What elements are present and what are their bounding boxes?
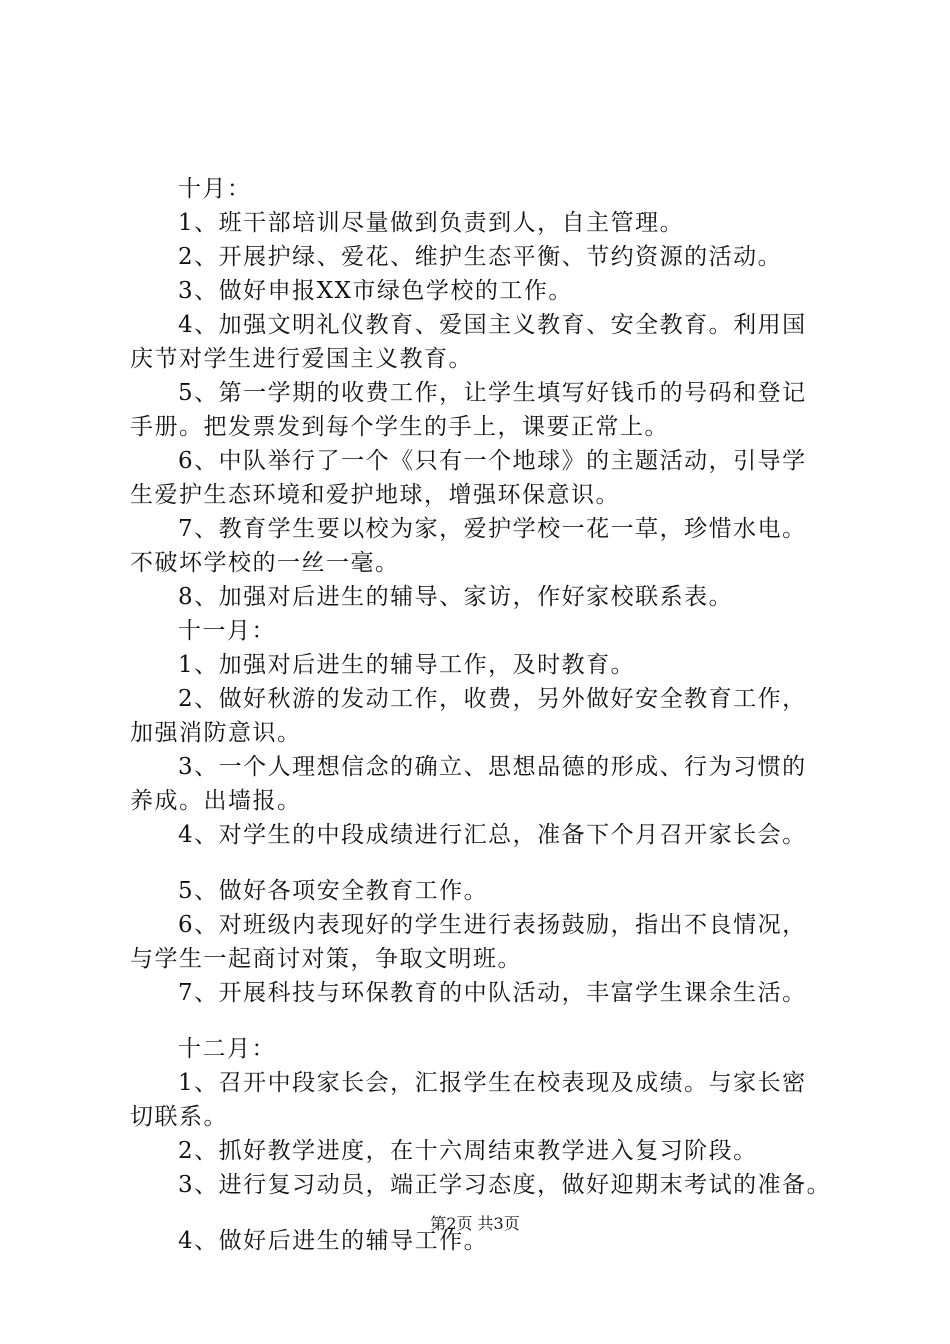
paragraph-line: 6、对班级内表现好的学生进行表扬鼓励，指出不良情况， [178, 912, 807, 938]
paragraph-gap [130, 852, 850, 874]
paragraph-line: 5、第一学期的收费工作，让学生填写好钱币的号码和登记 [178, 380, 807, 406]
paragraph-line: 切联系。 [130, 1104, 228, 1130]
section-heading-october: 十月： [178, 176, 252, 202]
document-body [130, 172, 850, 1258]
paragraph-line: 加强消防意识。 [130, 720, 302, 746]
paragraph-line: 2、做好秋游的发动工作，收费，另外做好安全教育工作， [178, 686, 807, 712]
paragraph-line: 与学生一起商讨对策，争取文明班。 [130, 946, 522, 972]
paragraph-line: 1、班干部培训尽量做到负责到人，自主管理。 [178, 210, 685, 236]
paragraph-line: 4、对学生的中段成绩进行汇总，准备下个月召开家长会。 [178, 822, 807, 848]
section-heading-december: 十二月： [178, 1036, 276, 1062]
paragraph-line: 3、一个人理想信念的确立、思想品德的形成、行为习惯的 [178, 754, 807, 780]
paragraph-line: 4、做好后进生的辅导工作。 [178, 1228, 489, 1254]
paragraph-line: 1、召开中段家长会，汇报学生在校表现及成绩。与家长密 [178, 1070, 807, 1096]
paragraph-line: 5、做好各项安全教育工作。 [178, 878, 489, 904]
paragraph-line: 7、教育学生要以校为家，爱护学校一花一草，珍惜水电。 [178, 516, 807, 542]
paragraph-line: 2、抓好教学进度，在十六周结束教学进入复习阶段。 [178, 1138, 758, 1164]
paragraph-line: 3、进行复习动员，端正学习态度，做好迎期末考试的准备。 [178, 1172, 832, 1198]
section-heading-november: 十一月： [178, 618, 276, 644]
paragraph-line: 庆节对学生进行爱国主义教育。 [130, 346, 473, 372]
paragraph-line: 6、中队举行了一个《只有一个地球》的主题活动，引导学 [178, 448, 807, 474]
paragraph-line: 生爱护生态环境和爱护地球，增强环保意识。 [130, 482, 620, 508]
page-number-footer: 第2页 共3页 [430, 1214, 520, 1233]
paragraph-line: 4、加强文明礼仪教育、爱国主义教育、安全教育。利用国 [178, 312, 807, 338]
paragraph-line: 养成。出墙报。 [130, 788, 302, 814]
paragraph-line: 3、做好申报XX市绿色学校的工作。 [178, 278, 573, 304]
paragraph-gap [130, 1010, 850, 1032]
paragraph-line: 手册。把发票发到每个学生的手上，课要正常上。 [130, 414, 669, 440]
paragraph-line: 1、加强对后进生的辅导工作，及时教育。 [178, 652, 636, 678]
paragraph-line: 8、加强对后进生的辅导、家访，作好家校联系表。 [178, 584, 734, 610]
paragraph-line: 不破坏学校的一丝一毫。 [130, 550, 400, 576]
paragraph-line: 7、开展科技与环保教育的中队活动，丰富学生课余生活。 [178, 980, 807, 1006]
paragraph-line: 2、开展护绿、爱花、维护生态平衡、节约资源的活动。 [178, 244, 783, 270]
